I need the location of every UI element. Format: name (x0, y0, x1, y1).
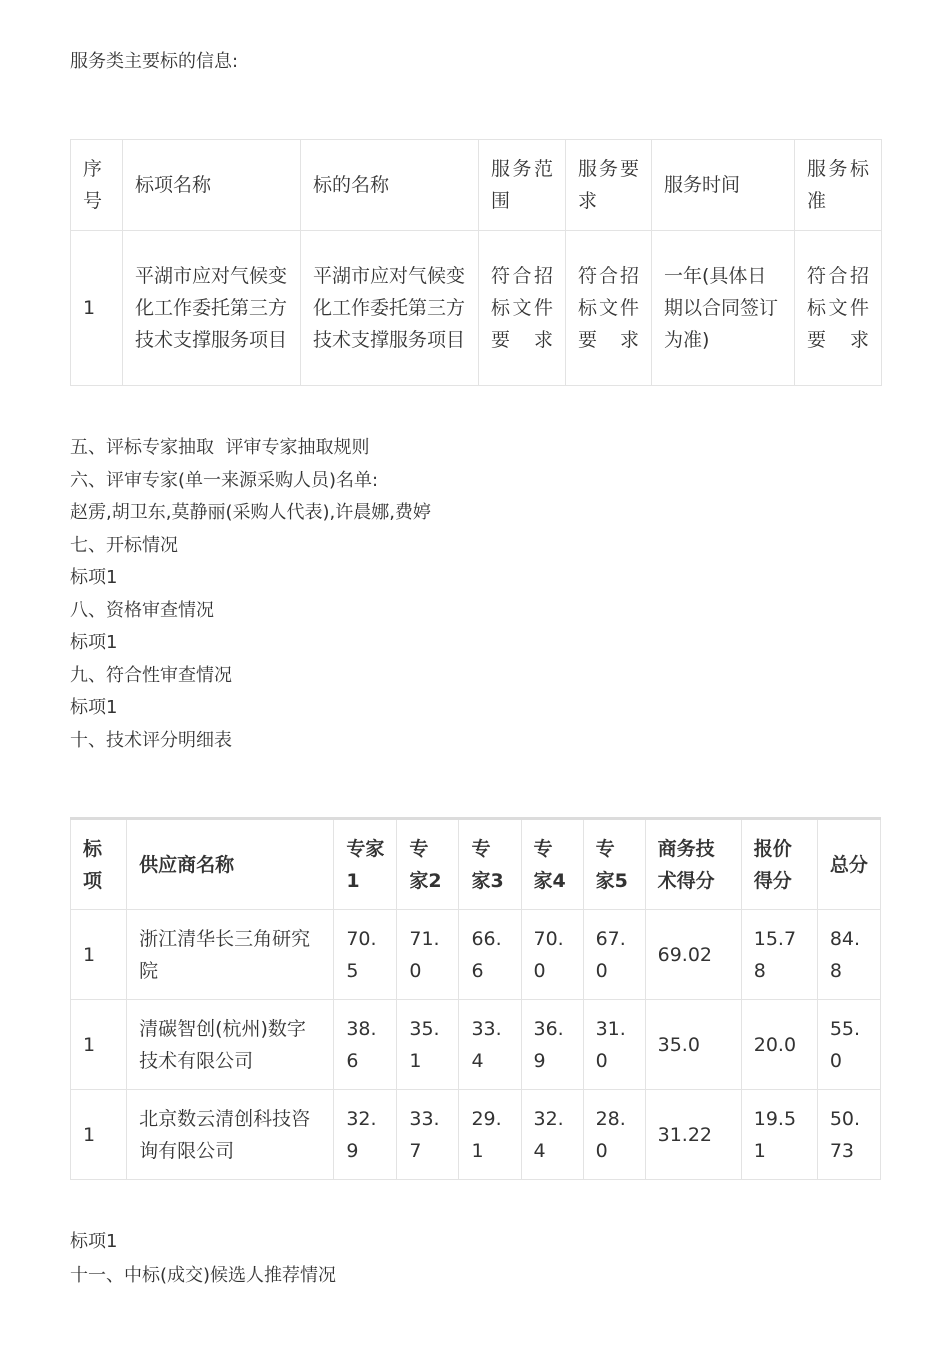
cell-lot: 1 (71, 1090, 127, 1180)
col-header-expert5: 专家5 (583, 819, 645, 910)
service-info-table (70, 139, 882, 386)
cell-item-name: 平湖市应对气候变化工作委托第三方技术支撑服务项目 (301, 231, 479, 386)
cell-expert4: 70.0 (521, 910, 583, 1000)
col-header-item-name: 标的名称 (301, 140, 479, 231)
cell-expert5: 67.0 (583, 910, 645, 1000)
cell-expert3: 66.6 (459, 910, 521, 1000)
table-row (71, 1000, 881, 1090)
cell-expert1: 38.6 (334, 1000, 397, 1090)
cell-requirement: 符合招标文件要求 (566, 231, 652, 386)
section-7: 七、开标情况 (70, 535, 178, 556)
cell-expert1: 70.5 (334, 910, 397, 1000)
cell-expert4: 32.4 (521, 1090, 583, 1180)
cell-lot: 1 (71, 910, 127, 1000)
cell-expert3: 29.1 (459, 1090, 521, 1180)
section-6: 六、评审专家(单一来源采购人员)名单: (70, 470, 379, 491)
table-row (71, 910, 881, 1000)
table-row (71, 231, 882, 386)
col-header-lot: 标项 (71, 819, 127, 910)
cell-business-tech-score: 69.02 (645, 910, 741, 1000)
cell-expert5: 28.0 (583, 1090, 645, 1180)
table-row (71, 1090, 881, 1180)
cell-expert4: 36.9 (521, 1000, 583, 1090)
cell-time: 一年(具体日期以合同签订为准) (652, 231, 795, 386)
section-10: 十、技术评分明细表 (70, 730, 232, 751)
col-header-price-score: 报价得分 (741, 819, 817, 910)
lot-label: 标项1 (70, 697, 118, 718)
col-header-lot-name: 标项名称 (123, 140, 301, 231)
section-9: 九、符合性审查情况 (70, 665, 232, 686)
cell-scope: 符合招标文件要求 (479, 231, 566, 386)
cell-lot-name: 平湖市应对气候变化工作委托第三方技术支撑服务项目 (123, 231, 301, 386)
col-header-time: 服务时间 (652, 140, 795, 231)
col-header-supplier: 供应商名称 (127, 819, 334, 910)
expert-names: 赵雳,胡卫东,莫静丽(采购人代表),许晨娜,费婷 (70, 502, 431, 523)
cell-expert2: 71.0 (397, 910, 459, 1000)
cell-total: 55.0 (817, 1000, 880, 1090)
cell-supplier: 北京数云清创科技咨询有限公司 (127, 1090, 334, 1180)
cell-business-tech-score: 31.22 (645, 1090, 741, 1180)
cell-expert5: 31.0 (583, 1000, 645, 1090)
cell-expert3: 33.4 (459, 1000, 521, 1090)
cell-supplier: 浙江清华长三角研究院 (127, 910, 334, 1000)
cell-expert2: 35.1 (397, 1000, 459, 1090)
lot-label: 标项1 (70, 632, 118, 653)
cell-expert1: 32.9 (334, 1090, 397, 1180)
cell-total: 50.73 (817, 1090, 880, 1180)
col-header-expert3: 专家3 (459, 819, 521, 910)
cell-price-score: 15.78 (741, 910, 817, 1000)
col-header-expert2: 专家2 (397, 819, 459, 910)
col-header-standard: 服务标准 (795, 140, 882, 231)
col-header-scope: 服务范围 (479, 140, 566, 231)
section-5: 五、评标专家抽取 评审专家抽取规则 (70, 437, 370, 458)
cell-index: 1 (71, 231, 123, 386)
cell-lot: 1 (71, 1000, 127, 1090)
cell-expert2: 33.7 (397, 1090, 459, 1180)
col-header-expert4: 专家4 (521, 819, 583, 910)
tech-score-table (70, 817, 881, 1180)
table-header-row (71, 140, 882, 231)
section-8: 八、资格审查情况 (70, 600, 214, 621)
lot-label: 标项1 (70, 1231, 118, 1252)
col-header-requirement: 服务要求 (566, 140, 652, 231)
cell-supplier: 清碳智创(杭州)数字技术有限公司 (127, 1000, 334, 1090)
cell-price-score: 20.0 (741, 1000, 817, 1090)
col-header-business-tech-score: 商务技术得分 (645, 819, 741, 910)
col-header-index: 序号 (71, 140, 123, 231)
lot-label: 标项1 (70, 567, 118, 588)
col-header-total: 总分 (817, 819, 880, 910)
cell-price-score: 19.51 (741, 1090, 817, 1180)
table-header-row (71, 819, 881, 910)
cell-standard: 符合招标文件要求 (795, 231, 882, 386)
section-11: 十一、中标(成交)候选人推荐情况 (70, 1265, 337, 1286)
col-header-expert1: 专家1 (334, 819, 397, 910)
cell-total: 84.8 (817, 910, 880, 1000)
cell-business-tech-score: 35.0 (645, 1000, 741, 1090)
intro-text: 服务类主要标的信息: (70, 51, 239, 72)
